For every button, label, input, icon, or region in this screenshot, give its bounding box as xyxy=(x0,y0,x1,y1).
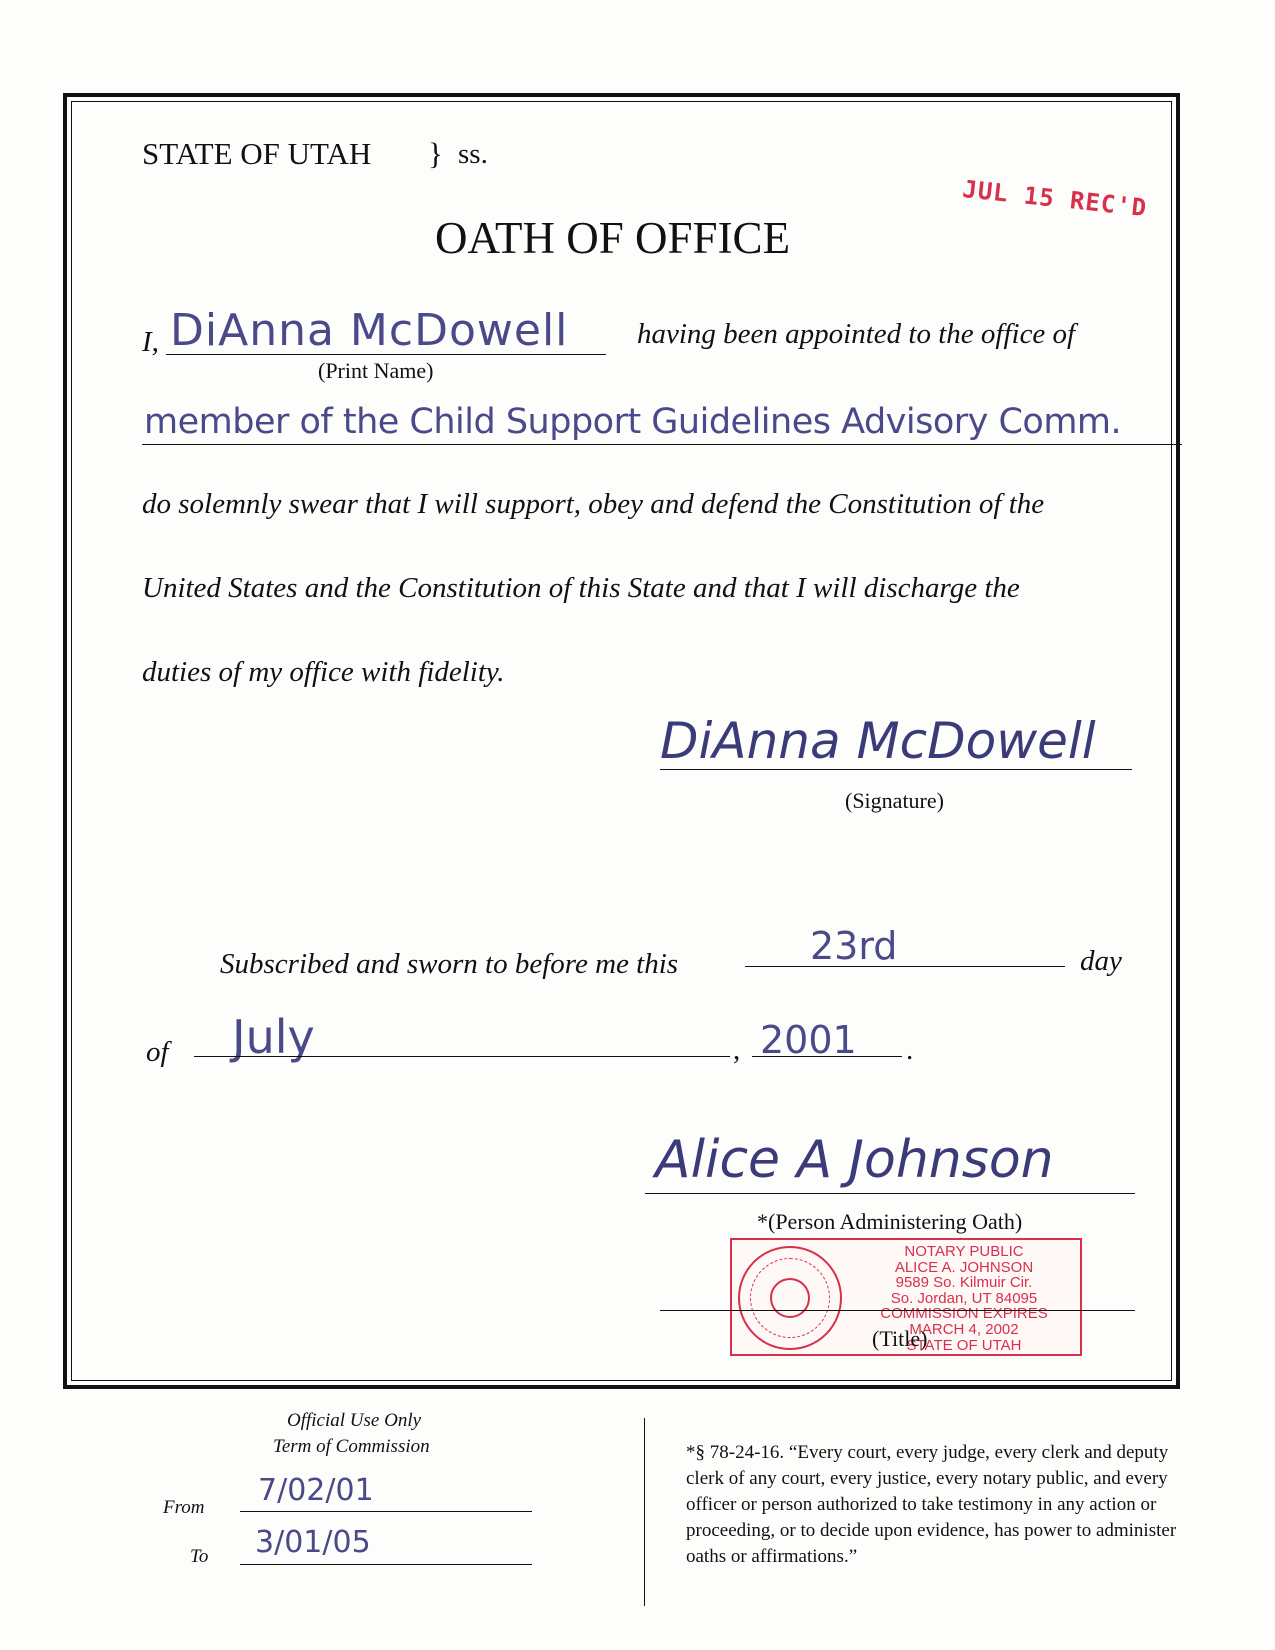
received-date-stamp: JUL 15 REC'D xyxy=(961,175,1149,223)
day-label: day xyxy=(1080,945,1122,977)
handwritten-administrator-signature: Alice A Johnson xyxy=(655,1130,1054,1190)
footer-divider xyxy=(644,1418,645,1606)
subscribed-text: Subscribed and sworn to before me this xyxy=(220,948,679,980)
notary-line-6: MARCH 4, 2002 xyxy=(909,1320,1019,1338)
year-line xyxy=(752,1056,902,1057)
ss-label: ss. xyxy=(458,138,488,170)
notary-line-4: So. Jordan, UT 84095 xyxy=(890,1289,1038,1307)
statute-text: *§ 78-24-16. “Every court, every judge, every clerk and deputy clerk of any court, every justice, every notary public, and every officer or person authorized to take testimony in any action or proceeding, or to decide upon evidence, has power to administer oaths or affirmations.” xyxy=(686,1442,1177,1567)
from-label: From xyxy=(163,1497,205,1518)
signature-label: (Signature) xyxy=(845,788,944,813)
handwritten-office: member of the Child Support Guidelines Advisory Comm. xyxy=(144,402,1122,442)
notary-line-3: 9589 So. Kilmuir Cir. xyxy=(895,1274,1033,1292)
state-seal-icon xyxy=(738,1246,842,1350)
term-of-commission-heading: Term of Commission xyxy=(273,1436,430,1457)
state-label: STATE OF UTAH xyxy=(142,136,372,171)
document-title: OATH OF OFFICE xyxy=(435,213,791,263)
handwritten-year: 2001 xyxy=(760,1018,857,1062)
to-line xyxy=(240,1564,532,1565)
to-label: To xyxy=(190,1546,209,1567)
print-name-line xyxy=(166,354,606,355)
official-use-heading: Official Use Only xyxy=(287,1410,422,1431)
day-line xyxy=(745,966,1065,967)
oath-prefix: I, xyxy=(142,326,159,358)
oath-text-line-1: do solemnly swear that I will support, obey and defend the Constitution of the xyxy=(142,488,1045,520)
notary-line-5: COMMISSION EXPIRES xyxy=(880,1305,1048,1323)
oath-text-line-2: United States and the Constitution of this State and that I will discharge the xyxy=(142,572,1020,604)
handwritten-signature: DiAnna McDowell xyxy=(660,712,1096,770)
date-comma: , xyxy=(733,1034,741,1066)
notary-line-2: ALICE A. JOHNSON xyxy=(894,1258,1034,1276)
handwritten-month: July xyxy=(232,1010,315,1064)
oath-text-line-3: duties of my office with fidelity. xyxy=(142,656,505,688)
handwritten-print-name: DiAnna McDowell xyxy=(170,305,569,356)
of-label: of xyxy=(146,1036,169,1068)
notary-line-7: STATE OF UTAH xyxy=(906,1336,1022,1354)
administrator-signature-line xyxy=(645,1193,1135,1194)
state-brace: } xyxy=(428,136,443,171)
title-line xyxy=(660,1310,1135,1311)
month-line xyxy=(194,1056,730,1057)
office-line xyxy=(142,444,1182,445)
from-line xyxy=(240,1511,532,1512)
appointed-text: having been appointed to the office of xyxy=(637,318,1076,350)
title-label: (Title) xyxy=(872,1326,928,1351)
date-period: . xyxy=(906,1034,914,1066)
administrator-label: *(Person Administering Oath) xyxy=(757,1209,1023,1234)
signature-line xyxy=(660,769,1132,770)
handwritten-to-date: 3/01/05 xyxy=(255,1525,371,1560)
print-name-label: (Print Name) xyxy=(318,358,434,383)
handwritten-from-date: 7/02/01 xyxy=(258,1473,374,1508)
handwritten-day: 23rd xyxy=(810,924,898,968)
notary-line-1: NOTARY PUBLIC xyxy=(904,1243,1024,1260)
